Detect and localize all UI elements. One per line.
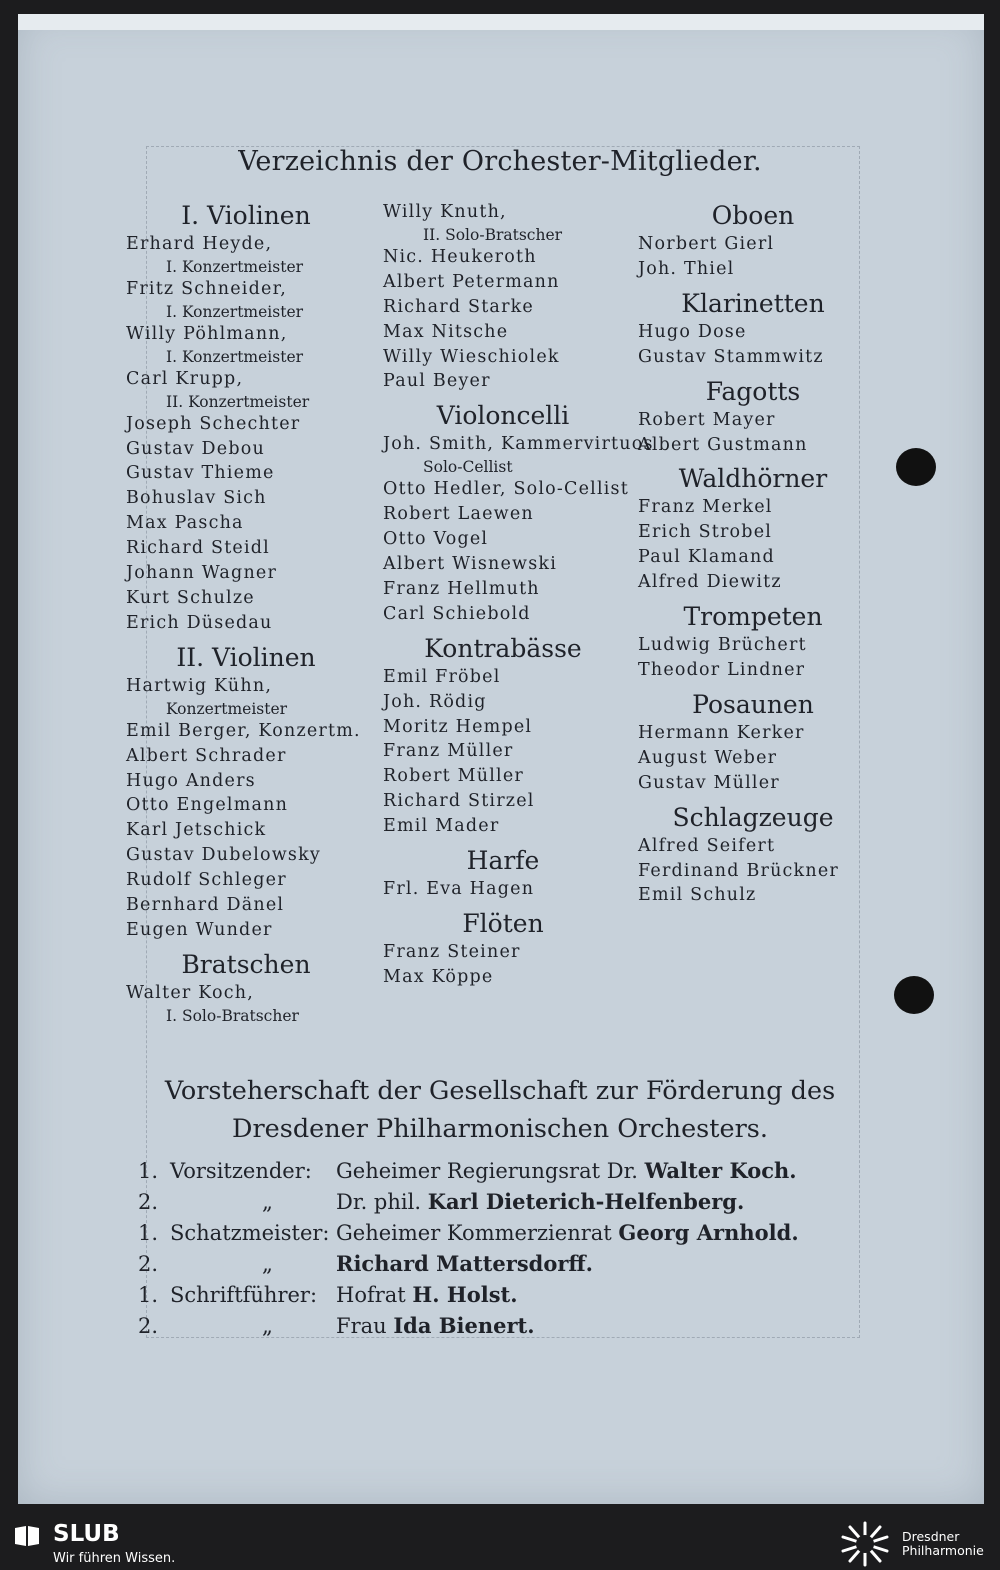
board-member-title: Dr. phil. — [336, 1190, 421, 1214]
member-name: Gustav Dubelowsky — [126, 845, 321, 866]
section-heading: Waldhörner — [678, 464, 828, 494]
member-role: I. Solo-Bratscher — [166, 1006, 299, 1025]
member-role: I. Konzertmeister — [166, 347, 304, 366]
board-member-name: Karl Dieterich-Helfenberg. — [427, 1189, 745, 1214]
member-role: Solo-Cellist — [423, 458, 513, 477]
member-entry — [383, 965, 623, 990]
board-member — [336, 1314, 535, 1338]
philharmonie-name-line-1: Dresdner — [902, 1529, 960, 1544]
member-entry — [383, 814, 623, 839]
board-member-name: H. Holst. — [412, 1282, 518, 1307]
member-entry — [638, 721, 868, 746]
footer-bar — [0, 1518, 1000, 1570]
member-entry — [383, 200, 623, 245]
member-name: Albert Petermann — [383, 271, 560, 292]
member-entry — [126, 412, 366, 437]
section-heading: Bratschen — [181, 949, 311, 979]
member-entry — [638, 859, 868, 884]
member-name: Johann Wagner — [126, 563, 278, 584]
member-name: Theodor Lindner — [638, 659, 806, 680]
member-name: Richard Stirzel — [383, 791, 535, 812]
member-entry — [638, 232, 868, 257]
slub-name: SLUB — [53, 1521, 120, 1547]
board-role: Vorsitzender: — [170, 1159, 312, 1183]
member-name: Norbert Gierl — [638, 234, 775, 254]
member-column-2 — [383, 200, 654, 996]
board-row — [138, 1248, 858, 1279]
member-name: Robert Müller — [383, 766, 524, 787]
member-role: II. Konzertmeister — [166, 392, 310, 411]
member-entry — [126, 893, 366, 918]
member-entry — [638, 771, 868, 796]
philharmonie-name-line-2: Philharmonie — [902, 1543, 984, 1558]
board-role: Schriftführer: — [170, 1283, 318, 1307]
member-role: II. Solo-Bratscher — [423, 225, 563, 244]
section-heading: Schlagzeuge — [672, 802, 834, 832]
slub-book-icon — [14, 1524, 40, 1548]
slub-claim: Wir führen Wissen. — [53, 1551, 176, 1566]
section-heading: Kontrabässe — [424, 633, 582, 663]
board-role: „ — [262, 1190, 273, 1214]
member-list — [383, 432, 654, 626]
member-list — [638, 633, 868, 683]
board-member-title: Frau — [336, 1314, 387, 1338]
member-name: Eugen Wunder — [126, 919, 273, 940]
board-role: „ — [262, 1314, 273, 1338]
board-number: 1. — [138, 1283, 159, 1307]
member-entry — [126, 674, 366, 719]
member-name: Moritz Hempel — [383, 716, 533, 737]
member-name: Ferdinand Brückner — [638, 860, 839, 881]
member-entry — [383, 877, 623, 902]
member-name: Willy Knuth, — [383, 202, 507, 222]
board-number: 1. — [138, 1221, 159, 1245]
member-entry — [126, 918, 366, 943]
member-entry — [638, 433, 868, 458]
member-entry — [383, 369, 623, 394]
board-number: 1. — [138, 1159, 159, 1183]
member-list — [383, 200, 623, 394]
member-name: Alfred Diewitz — [638, 572, 782, 593]
member-name: Max Nitsche — [383, 321, 509, 342]
member-column-1 — [126, 200, 366, 1032]
board-member — [336, 1159, 797, 1183]
section-heading: I. Violinen — [181, 201, 311, 230]
member-name: Walter Koch, — [126, 982, 254, 1003]
member-list — [638, 721, 868, 796]
member-entry — [126, 744, 366, 769]
member-name: Richard Starke — [383, 296, 534, 317]
member-entry — [126, 367, 366, 412]
member-name: Hugo Anders — [126, 770, 256, 791]
member-entry — [383, 764, 623, 789]
member-name: Hermann Kerker — [638, 722, 805, 743]
member-name: Albert Gustmann — [638, 434, 808, 455]
member-entry — [638, 257, 868, 282]
board-member-name: Walter Koch. — [644, 1158, 797, 1183]
member-name: Nic. Heukeroth — [383, 246, 537, 267]
member-entry — [126, 561, 366, 586]
board-title-line-1: Vorsteherschaft der Gesellschaft zur Förderung des — [164, 1076, 836, 1106]
member-name: Gustav Thieme — [126, 463, 275, 484]
member-entry — [383, 320, 623, 345]
member-entry — [383, 602, 623, 627]
member-entry — [638, 495, 868, 520]
member-entry — [126, 868, 366, 893]
member-entry — [126, 277, 366, 322]
member-name: Robert Laewen — [383, 504, 534, 525]
board-row — [138, 1217, 858, 1248]
member-name: Karl Jetschick — [126, 820, 267, 841]
board-member-name: Ida Bienert. — [393, 1313, 535, 1338]
member-entry — [383, 245, 623, 270]
member-name: Fritz Schneider, — [126, 278, 287, 299]
member-name: Alfred Seifert — [638, 835, 776, 856]
section-heading: Oboen — [711, 201, 795, 230]
member-name: Paul Beyer — [383, 371, 491, 392]
board-member — [336, 1252, 593, 1276]
member-entry — [383, 715, 623, 740]
member-entry — [126, 719, 366, 744]
member-entry — [126, 793, 366, 818]
board-row — [138, 1186, 858, 1217]
section-heading: Flöten — [462, 908, 544, 938]
member-entry — [638, 633, 868, 658]
member-entry — [638, 570, 868, 595]
section-heading: Trompeten — [683, 602, 823, 632]
member-entry — [638, 520, 868, 545]
board-number: 2. — [138, 1190, 159, 1214]
member-list — [126, 981, 366, 1026]
member-list — [638, 232, 868, 282]
member-list — [638, 408, 868, 458]
member-entry — [383, 940, 623, 965]
board-row — [138, 1310, 858, 1341]
member-name: Joh. Smith, Kammervirtuos — [383, 434, 654, 455]
board-row — [138, 1279, 858, 1310]
board-member-title: Hofrat — [336, 1283, 406, 1307]
board-role: Schatzmeister: — [170, 1221, 330, 1245]
board-role: „ — [262, 1252, 273, 1276]
member-name: Joh. Thiel — [638, 258, 735, 279]
member-entry — [638, 345, 868, 370]
member-name: Erhard Heyde, — [126, 234, 273, 254]
member-list — [638, 834, 868, 909]
member-name: Franz Merkel — [638, 497, 773, 518]
member-name: Otto Hedler, Solo-Cellist — [383, 479, 629, 500]
member-name: Bohuslav Sich — [126, 488, 267, 509]
member-entry — [126, 843, 366, 868]
member-list — [383, 877, 623, 902]
board-title — [0, 1072, 1000, 1148]
member-entry — [383, 789, 623, 814]
member-entry — [383, 527, 623, 552]
member-entry — [638, 834, 868, 859]
member-name: Emil Berger, Konzertm. — [126, 720, 361, 741]
board-member-title: Geheimer Kommerzienrat — [336, 1221, 612, 1245]
member-name: Franz Hellmuth — [383, 578, 540, 599]
philharmonie-sunburst-icon — [840, 1521, 890, 1567]
member-entry — [638, 883, 868, 908]
member-list — [638, 320, 868, 370]
member-entry — [383, 690, 623, 715]
board-title-line-2: Dresdener Philharmonischen Orchesters. — [232, 1114, 768, 1144]
section-heading: Violoncelli — [436, 401, 570, 431]
member-entry — [383, 502, 623, 527]
board-list — [138, 1155, 858, 1341]
member-entry — [638, 658, 868, 683]
section-heading: Fagotts — [705, 376, 801, 406]
member-entry — [383, 345, 623, 370]
member-name: Frl. Eva Hagen — [383, 879, 535, 900]
member-name: Willy Pöhlmann, — [126, 323, 288, 344]
member-name: Erich Düsedau — [126, 612, 273, 633]
member-entry — [383, 552, 623, 577]
punch-hole-upper — [896, 448, 936, 486]
member-role: I. Konzertmeister — [166, 257, 304, 276]
section-heading: Posaunen — [692, 689, 814, 719]
member-list — [638, 495, 868, 595]
member-name: Joh. Rödig — [383, 691, 487, 712]
member-entry — [126, 586, 366, 611]
member-list — [126, 232, 366, 636]
member-entry — [126, 981, 366, 1026]
member-name: Albert Schrader — [126, 745, 287, 766]
board-row — [138, 1155, 858, 1186]
member-entry — [638, 746, 868, 771]
member-name: Max Pascha — [126, 513, 244, 534]
member-name: Gustav Debou — [126, 438, 265, 459]
member-name: Otto Engelmann — [126, 795, 289, 816]
member-entry — [383, 577, 623, 602]
member-name: Rudolf Schleger — [126, 870, 287, 891]
member-entry — [126, 232, 366, 277]
member-entry — [126, 437, 366, 462]
board-member — [336, 1283, 518, 1307]
member-entry — [126, 461, 366, 486]
section-heading: Klarinetten — [681, 288, 825, 318]
board-member-title: Geheimer Regierungsrat Dr. — [336, 1159, 638, 1183]
section-heading: Harfe — [466, 846, 540, 876]
member-name: Ludwig Brüchert — [638, 635, 807, 656]
member-name: Erich Strobel — [638, 522, 773, 543]
punch-hole-lower — [894, 976, 934, 1014]
member-entry — [383, 295, 623, 320]
member-column-3 — [638, 200, 868, 914]
member-entry — [383, 270, 623, 295]
member-name: Bernhard Dänel — [126, 895, 285, 916]
member-name: Gustav Müller — [638, 772, 780, 793]
member-name: Emil Schulz — [638, 885, 757, 906]
member-name: Franz Steiner — [383, 941, 521, 962]
board-member-name: Georg Arnhold. — [618, 1220, 799, 1245]
member-name: Max Köppe — [383, 966, 494, 987]
philharmonie-name — [902, 1530, 984, 1558]
member-name: Albert Wisnewski — [383, 553, 557, 574]
member-name: Otto Vogel — [383, 529, 489, 550]
member-name: Gustav Stammwitz — [638, 346, 824, 367]
member-list — [126, 674, 366, 943]
member-entry — [638, 545, 868, 570]
member-name: Carl Schiebold — [383, 603, 531, 624]
member-name: Robert Mayer — [638, 409, 776, 430]
member-entry — [126, 818, 366, 843]
member-name: Carl Krupp, — [126, 368, 244, 389]
member-entry — [638, 320, 868, 345]
board-number: 2. — [138, 1252, 159, 1276]
board-member-name: Richard Mattersdorff. — [336, 1251, 593, 1276]
member-name: Joseph Schechter — [126, 413, 301, 434]
member-entry — [126, 511, 366, 536]
member-entry — [126, 769, 366, 794]
member-name: August Weber — [638, 747, 778, 768]
member-entry — [383, 477, 629, 502]
paper-top-edge — [18, 14, 984, 30]
board-member — [336, 1190, 744, 1214]
member-name: Richard Steidl — [126, 538, 270, 559]
member-list — [383, 665, 623, 839]
member-role: I. Konzertmeister — [166, 302, 304, 321]
member-name: Paul Klamand — [638, 547, 775, 568]
member-name: Kurt Schulze — [126, 587, 255, 608]
member-entry — [126, 486, 366, 511]
section-heading: II. Violinen — [176, 642, 316, 672]
member-role: Konzertmeister — [166, 699, 288, 718]
member-entry — [126, 611, 366, 636]
member-name: Emil Mader — [383, 816, 500, 837]
board-number: 2. — [138, 1314, 159, 1338]
member-name: Hartwig Kühn, — [126, 675, 273, 696]
member-name: Emil Fröbel — [383, 666, 501, 687]
board-member — [336, 1221, 799, 1245]
member-entry — [383, 739, 623, 764]
member-name: Willy Wieschiolek — [383, 346, 560, 367]
member-entry — [126, 536, 366, 561]
document-title: Verzeichnis der Orchester-Mitglieder. — [238, 146, 762, 177]
member-list — [383, 940, 623, 990]
member-name: Hugo Dose — [638, 321, 747, 342]
member-entry — [383, 665, 623, 690]
member-entry — [638, 408, 868, 433]
member-name: Franz Müller — [383, 741, 514, 762]
member-entry — [126, 322, 366, 367]
member-entry — [383, 432, 654, 477]
